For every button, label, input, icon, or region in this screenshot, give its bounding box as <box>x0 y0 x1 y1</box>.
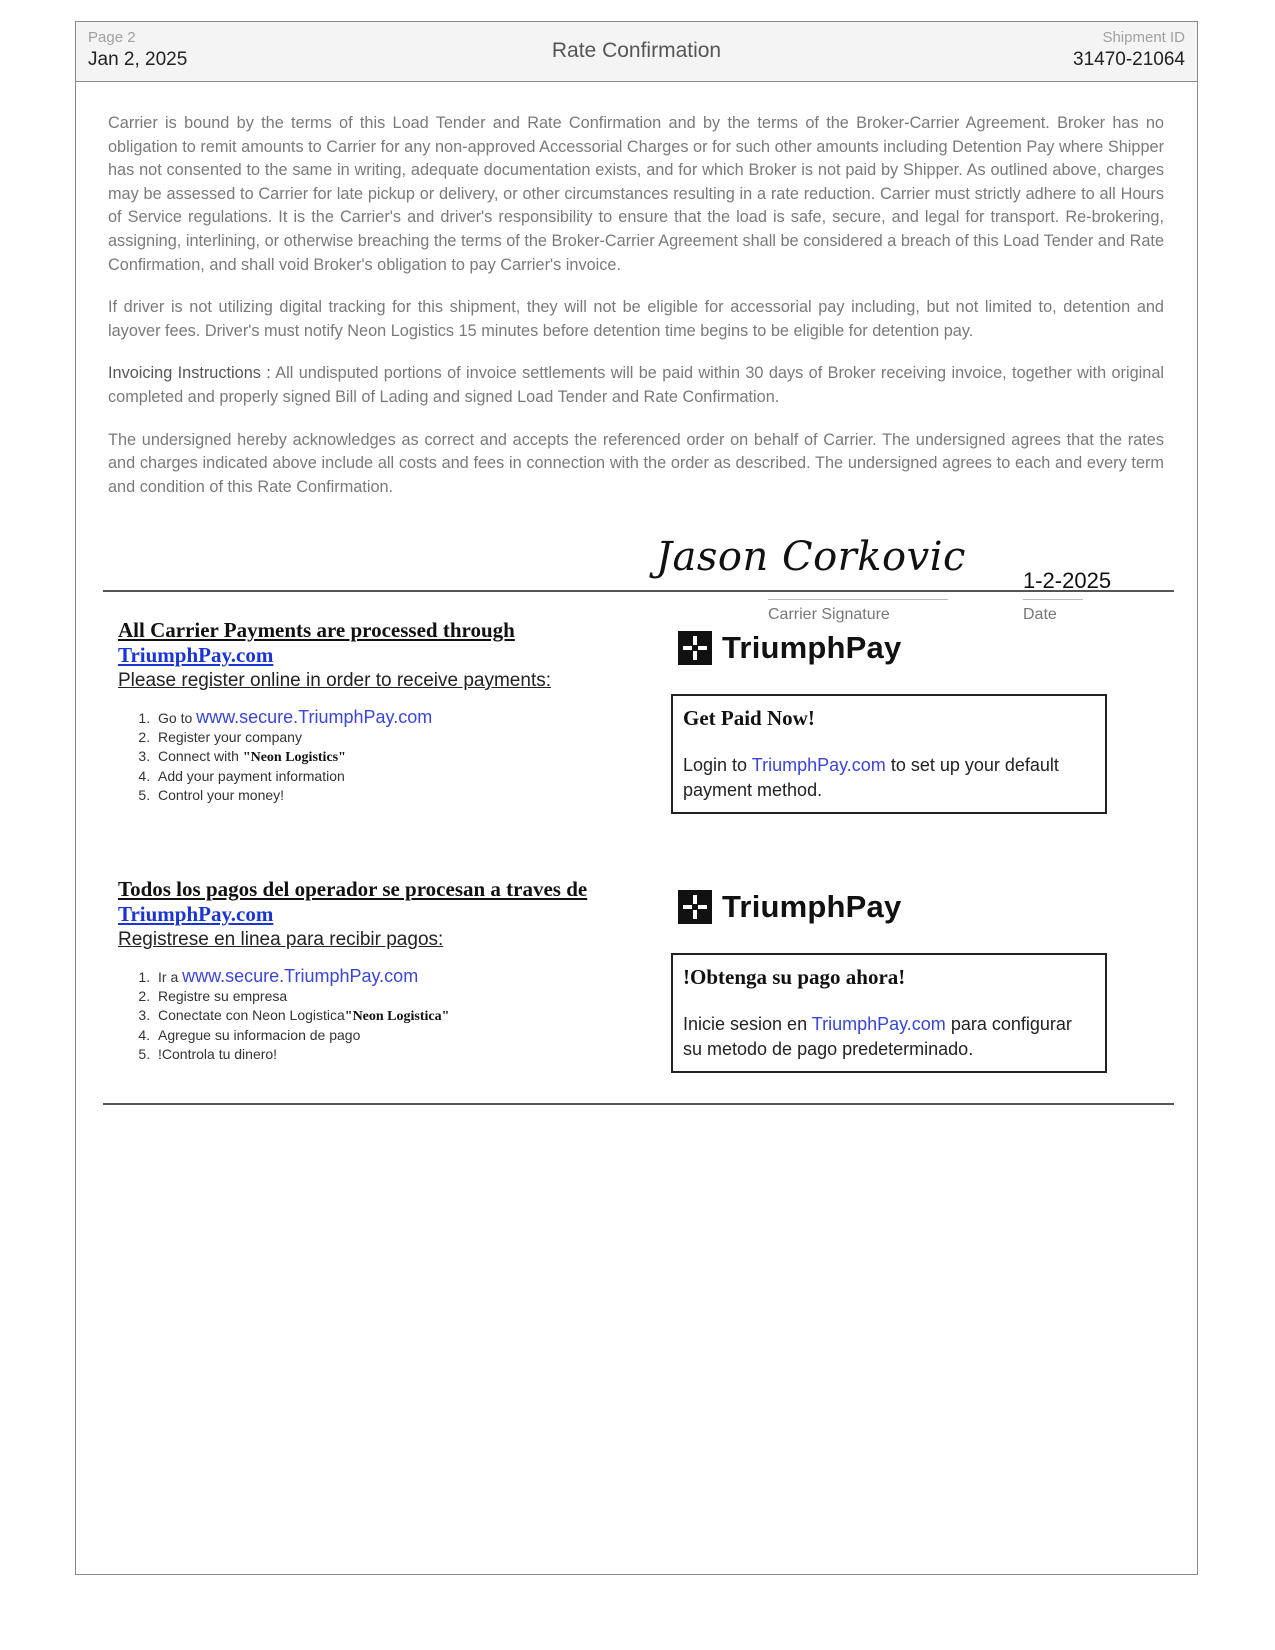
triumphpay-logo <box>678 887 901 927</box>
list-item: 4. Add your payment information <box>154 767 1168 786</box>
get-paid-text <box>683 1012 1095 1062</box>
list-item: 5. !Controla tu dinero! <box>154 1045 1168 1064</box>
terms-paragraph-1: Carrier is bound by the terms of this Load Tender and Rate Confirmation and by the terms of the Broker-Carrier Agreement. Broker has no obligation to remit amounts to Carrier for any non-approved Accessorial Charges or for such other amounts including Detention Pay where Shipper has not consented to the same in writing, adequate documentation exists, and for which Broker is not paid by Shipper. As outlined above, charges may be assessed to Carrier for late pickup or delivery, or other circumstances resulting in a rate reduction. Carrier must strictly adhere to all Hours of Service regulations. It is the Carrier's and driver's responsibility to ensure that the load is safe, secure, and legal for transport. Re-brokering, assigning, interlining, or otherwise breaching the terms of the Broker-Carrier Agreement shall be considered a breach of this Load Tender and Rate Confirmation, and shall void Broker's obligation to pay Carrier's invoice. <box>108 114 1164 274</box>
secure-triumphpay-link[interactable]: www.secure.TriumphPay.com <box>196 707 433 727</box>
terms-paragraph-4: The undersigned hereby acknowledges as correct and accepts the referenced order on behalf of Carrier. The undersigned agrees that the rates and charges indicated above include all costs and fees in connection with the order as described. The undersigned agrees to each and every term and condition of this Rate Confirmation. <box>108 430 1164 496</box>
list-item: 2. Registre su empresa <box>154 987 1168 1006</box>
date-line <box>1023 599 1083 600</box>
list-item: 5. Control your money! <box>154 786 1168 805</box>
triumphpay-logo-icon <box>678 890 712 924</box>
header-date: Jan 2, 2025 <box>88 49 188 70</box>
box-text: Login to <box>683 755 748 775</box>
box-triumphpay-link[interactable]: TriumphPay.com <box>811 1014 946 1034</box>
box-text: to set up your default payment method. <box>683 755 1059 800</box>
step-text: Go to <box>158 710 193 726</box>
document-title: Rate Confirmation <box>551 39 722 62</box>
header-right <box>1073 29 1185 73</box>
payment-heading: Todos los pagos del operador se procesan a traves de <box>118 877 588 901</box>
terms-paragraph-2: If driver is not utilizing digital tracking for this shipment, they will not be eligible for accessorial pay including, but not limited to, detention and layover fees. Driver's must notify Neon Logistics 15 minutes before detention time begins to be eligible for detention pay. <box>108 298 1164 340</box>
payment-section-spanish <box>118 877 1168 1097</box>
date-label: Date <box>1023 606 1057 623</box>
triumphpay-logo <box>678 628 901 668</box>
triumphpay-link[interactable]: TriumphPay.com <box>118 643 274 667</box>
payment-section-english <box>118 618 1168 838</box>
payment-subheading: Please register online in order to receive payments: <box>118 670 552 691</box>
payment-subheading: Registrese en linea para recibir pagos: <box>118 929 444 950</box>
signature-date: 1-2-2025 <box>1023 568 1112 593</box>
shipment-id-label: Shipment ID <box>1102 29 1185 46</box>
terms-paragraph-3 <box>108 362 1164 409</box>
get-paid-title: Get Paid Now! <box>683 706 815 730</box>
logo-text: TriumphPay <box>722 630 902 665</box>
terms-section <box>108 112 1164 518</box>
triumphpay-link[interactable]: TriumphPay.com <box>118 902 274 926</box>
signature-line <box>768 599 948 600</box>
invoicing-label: Invoicing Instructions : <box>108 364 271 383</box>
get-paid-box <box>671 953 1107 1073</box>
step-text: Ir a <box>158 969 179 985</box>
broker-name: "Neon Logistics" <box>242 750 346 765</box>
divider-top <box>103 590 1174 592</box>
box-text: Inicie sesion en <box>683 1014 808 1034</box>
step-text: Connect with <box>158 748 239 764</box>
broker-name: "Neon Logistica" <box>344 1009 450 1024</box>
document-page <box>75 21 1198 1575</box>
divider-bottom <box>103 1103 1174 1105</box>
carrier-signature-label: Carrier Signature <box>768 606 890 623</box>
shipment-id: 31470-21064 <box>1073 49 1185 70</box>
list-item: 2. Register your company <box>154 728 1168 747</box>
box-triumphpay-link[interactable]: TriumphPay.com <box>751 755 886 775</box>
carrier-signature: Jason Corkovic <box>656 534 966 580</box>
secure-triumphpay-link[interactable]: www.secure.TriumphPay.com <box>182 966 419 986</box>
step-text: Conectate con Neon Logistica <box>158 1007 345 1023</box>
triumphpay-logo-icon <box>678 631 712 665</box>
page-number: Page 2 <box>88 29 136 46</box>
get-paid-box <box>671 694 1107 814</box>
box-text: para configurar su metodo de pago predeterminado. <box>683 1014 1072 1059</box>
page-header <box>76 22 1197 82</box>
payment-heading: All Carrier Payments are processed through <box>118 618 515 642</box>
invoicing-text: All undisputed portions of invoice settlements will be paid within 30 days of Broker receiving invoice, together with original completed and properly signed Bill of Lading and signed Load Tender and Rate Confirmation. <box>108 364 1164 406</box>
get-paid-title: !Obtenga su pago ahora! <box>683 965 906 989</box>
list-item: 4. Agregue su informacion de pago <box>154 1026 1168 1045</box>
get-paid-text <box>683 753 1095 803</box>
logo-text: TriumphPay <box>722 889 902 924</box>
